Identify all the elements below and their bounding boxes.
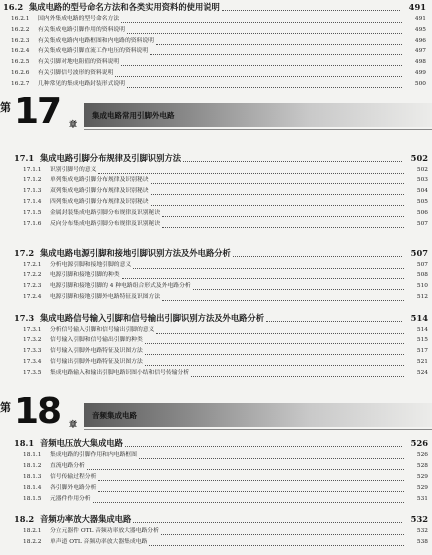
entry-number: 16.2.3 <box>11 37 30 44</box>
entry-page: 521 <box>416 359 428 366</box>
entry-page: 510 <box>416 283 428 290</box>
entry-title: 单声道 OTL 音频功率放大器集成电路 <box>50 538 148 545</box>
entry-number: 16.2 <box>3 2 24 12</box>
leader-dots <box>93 502 404 503</box>
leader-dots <box>145 354 404 355</box>
entry-page: 507 <box>416 221 428 227</box>
entry-number: 18.2.2 <box>23 538 42 545</box>
toc-subsection-entry[interactable] <box>23 261 428 270</box>
entry-page: 526 <box>416 451 428 458</box>
entry-page: 532 <box>410 514 428 524</box>
entry-number: 17.3.4 <box>23 359 42 366</box>
entry-number: 17.2.2 <box>23 272 42 279</box>
chapter-number: 18 <box>14 391 61 432</box>
entry-number: 18.1.2 <box>23 462 42 469</box>
chapter-number: 17 <box>14 91 61 132</box>
entry-title: 反向分布集成电路引脚分布规律及识别秘诀 <box>50 221 161 227</box>
leader-dots <box>162 300 404 301</box>
toc-subsection-entry[interactable] <box>23 527 428 536</box>
entry-number: 17.1 <box>14 153 35 163</box>
leader-dots <box>98 173 404 174</box>
entry-page: 524 <box>416 370 428 377</box>
entry-title: 集成电路的引脚作用和内电路框图 <box>50 451 137 458</box>
toc-subsection-entry[interactable] <box>23 538 428 547</box>
toc-section-entry[interactable] <box>3 2 426 13</box>
leader-dots <box>98 491 404 492</box>
toc-subsection-entry[interactable] <box>23 451 428 460</box>
entry-number: 18.1.5 <box>23 496 42 503</box>
toc-subsection-entry[interactable] <box>23 187 428 196</box>
entry-title: 双列集成电路引脚分布规律及识别秘诀 <box>50 188 149 195</box>
entry-title: 有关集成电路内电路框图和内电路的资料说明 <box>38 37 154 44</box>
toc-section-entry[interactable] <box>14 313 428 324</box>
toc-subsection-entry[interactable] <box>23 326 428 335</box>
entry-number: 18.2 <box>14 514 35 524</box>
entry-title: 直流电路分析 <box>50 462 85 469</box>
leader-dots <box>151 205 404 206</box>
toc-subsection-entry[interactable] <box>23 166 428 175</box>
leader-dots <box>151 183 404 184</box>
entry-title: 有关引脚信号波形的资料说明 <box>38 70 114 76</box>
entry-page: 497 <box>414 48 426 55</box>
entry-page: 508 <box>416 272 428 279</box>
entry-title: 四列集成电路引脚分布规律及识别秘诀 <box>50 199 149 206</box>
entry-page: 529 <box>416 473 428 480</box>
entry-page: 531 <box>416 496 428 503</box>
entry-page: 532 <box>416 527 428 534</box>
chapter-title: 集成电路常用引脚外电路 <box>92 111 175 120</box>
leader-dots <box>87 469 404 470</box>
entry-title: 信号输入引脚外电路特征及识图方法 <box>50 348 143 355</box>
entry-number: 17.3.3 <box>23 348 42 355</box>
entry-title: 集成电路的型号命名方法和各类实用资料的使用说明 <box>29 2 220 12</box>
leader-dots <box>122 278 404 279</box>
entry-number: 18.1.3 <box>23 473 42 480</box>
leader-dots <box>145 365 404 366</box>
leader-dots <box>222 10 400 11</box>
entry-title: 信号传输过程分析 <box>50 473 97 480</box>
entry-page: 514 <box>416 326 428 333</box>
entry-page: 496 <box>414 37 426 44</box>
entry-title: 集成电路电源引脚和接地引脚识别方法及外电路分析 <box>40 248 231 258</box>
leader-dots <box>115 76 402 77</box>
entry-page: 512 <box>416 294 428 301</box>
entry-page: 504 <box>416 188 428 195</box>
entry-title: 音频电压放大集成电路 <box>40 438 123 448</box>
toc-subsection-entry[interactable] <box>23 347 428 356</box>
entry-page: 529 <box>416 485 428 492</box>
toc-subsection-entry[interactable] <box>23 293 428 302</box>
toc-section-entry[interactable] <box>14 438 428 449</box>
entry-title: 分析信号输入引脚和信号输出引脚的意义 <box>50 326 155 333</box>
entry-page: 507 <box>410 248 428 258</box>
leader-dots <box>150 54 402 55</box>
chapter-header <box>0 391 432 433</box>
entry-number: 16.2.4 <box>11 48 30 55</box>
entry-page: 502 <box>416 166 428 173</box>
entry-number: 16.2.2 <box>11 26 30 33</box>
leader-dots <box>193 289 404 290</box>
entry-number: 17.2.3 <box>23 283 42 290</box>
entry-title: 有关引脚对地电阻值的资料说明 <box>38 59 120 66</box>
entry-number: 18.1 <box>14 438 35 448</box>
entry-page: 506 <box>416 210 428 217</box>
entry-number: 17.3.5 <box>23 370 42 377</box>
entry-page: 491 <box>414 16 426 22</box>
toc-subsection-entry[interactable] <box>23 484 428 493</box>
leader-dots <box>149 545 404 546</box>
leader-dots <box>145 343 404 344</box>
entry-title: 几种常见的集成电路封装形式说明 <box>38 80 125 87</box>
leader-dots <box>156 44 402 45</box>
entry-title: 电源引脚和接地引脚的种类 <box>50 272 120 279</box>
entry-page: 526 <box>410 438 428 448</box>
toc-subsection-entry[interactable] <box>11 26 426 35</box>
entry-page: 517 <box>416 348 428 355</box>
toc-subsection-entry[interactable] <box>23 473 428 482</box>
entry-page: 515 <box>416 337 428 344</box>
toc-subsection-entry[interactable] <box>23 176 428 185</box>
leader-dots <box>98 480 404 481</box>
entry-page: 502 <box>410 153 428 163</box>
entry-number: 16.2.5 <box>11 59 30 66</box>
entry-number: 17.1.3 <box>23 188 42 195</box>
entry-title: 有关集成电路引脚作用的资料说明 <box>38 26 125 33</box>
toc-subsection-entry[interactable] <box>23 209 428 218</box>
entry-title: 单列集成电路引脚分布规律及识别秘诀 <box>50 177 149 184</box>
entry-number: 17.2 <box>14 248 35 258</box>
entry-number: 17.3 <box>14 313 35 323</box>
toc-subsection-entry[interactable] <box>11 15 426 24</box>
toc-subsection-entry[interactable] <box>23 336 428 345</box>
entry-page: 538 <box>416 538 428 545</box>
entry-title: 金属封装集成电路引脚分布规律及识别秘诀 <box>50 210 161 217</box>
toc-subsection-entry[interactable] <box>11 58 426 67</box>
entry-page: 503 <box>416 177 428 184</box>
entry-number: 18.2.1 <box>23 527 42 534</box>
entry-page: 491 <box>408 2 426 12</box>
entry-title: 音频功率放大器集成电路 <box>40 514 132 524</box>
leader-dots <box>162 216 404 217</box>
toc-subsection-entry[interactable] <box>23 220 428 229</box>
toc-subsection-entry[interactable] <box>23 282 428 291</box>
entry-number: 18.1.1 <box>23 451 42 458</box>
entry-number: 18.1.4 <box>23 485 42 492</box>
entry-number: 17.2.4 <box>23 294 42 301</box>
entry-title: 分立元器件 OTL 音频功率放大器电路分析 <box>50 527 159 534</box>
entry-title: 信号输出引脚外电路特征及识图方法 <box>50 359 143 366</box>
leader-dots <box>156 333 404 334</box>
entry-title: 电源引脚和接地引脚的 4 种电路组合形式及外电路分析 <box>50 283 191 290</box>
entry-page: 514 <box>410 313 428 323</box>
entry-number: 17.1.6 <box>23 221 42 227</box>
leader-dots <box>125 446 402 447</box>
toc-section-entry[interactable] <box>14 248 428 259</box>
entry-number: 17.1.4 <box>23 199 42 206</box>
toc-section-entry[interactable] <box>14 514 428 525</box>
chapter-suffix: 章 <box>69 420 77 429</box>
chapter-title: 音频集成电路 <box>92 411 137 420</box>
toc-subsection-entry[interactable] <box>23 495 428 504</box>
toc-subsection-entry[interactable] <box>11 69 426 78</box>
leader-dots <box>151 194 404 195</box>
entry-title: 集成电路信号输入引脚和信号输出引脚识别方法及外电路分析 <box>40 313 265 323</box>
entry-title: 集成电路引脚分布规律及引脚识别方法 <box>40 153 182 163</box>
leader-dots <box>266 321 402 322</box>
chapter-header <box>0 91 432 133</box>
entry-page: 498 <box>414 59 426 66</box>
leader-dots <box>133 522 402 523</box>
toc-subsection-entry[interactable] <box>11 80 426 89</box>
chapter-rule <box>84 129 432 130</box>
entry-title: 电源引脚和接地引脚外电路特征及识图方法 <box>50 294 161 301</box>
toc-subsection-entry[interactable] <box>23 358 428 367</box>
entry-title: 识别引脚号的意义 <box>50 166 97 173</box>
chapter-prefix: 第 <box>0 401 11 414</box>
entry-title: 集成电路输入和输出引脚电路识图小结和信号传输分析 <box>50 370 190 377</box>
entry-title: 国内外集成电路的型号命名方法 <box>38 16 120 22</box>
leader-dots <box>183 161 402 162</box>
chapter-suffix: 章 <box>69 120 77 129</box>
leader-dots <box>121 22 402 23</box>
toc-subsection-entry[interactable] <box>23 198 428 207</box>
entry-number: 16.2.7 <box>11 80 30 87</box>
entry-number: 17.1.1 <box>23 166 42 173</box>
entry-title: 各引脚外电路分析 <box>50 485 97 492</box>
leader-dots <box>127 87 402 88</box>
entry-number: 17.1.5 <box>23 210 42 217</box>
entry-number: 17.1.2 <box>23 177 42 184</box>
toc-subsection-entry[interactable] <box>23 271 428 280</box>
leader-dots <box>233 256 402 257</box>
leader-dots <box>161 534 404 535</box>
chapter-rule <box>84 429 432 430</box>
entry-number: 17.2.1 <box>23 261 42 268</box>
entry-title: 分析电源引脚和接地引脚的意义 <box>50 261 132 268</box>
toc-section-entry[interactable] <box>14 153 428 164</box>
entry-page: 495 <box>414 26 426 33</box>
leader-dots <box>162 227 404 228</box>
leader-dots <box>139 458 404 459</box>
entry-number: 16.2.6 <box>11 70 30 76</box>
leader-dots <box>191 376 404 377</box>
entry-title: 信号输入引脚和信号输出引脚的种类 <box>50 337 143 344</box>
entry-page: 528 <box>416 462 428 469</box>
entry-page: 499 <box>414 70 426 76</box>
entry-page: 507 <box>416 261 428 268</box>
chapter-prefix: 第 <box>0 101 11 114</box>
entry-page: 500 <box>414 80 426 87</box>
entry-page: 505 <box>416 199 428 206</box>
entry-title: 有关集成电路引脚直流工作电压的资料说明 <box>38 48 149 55</box>
toc-subsection-entry[interactable] <box>11 37 426 46</box>
entry-title: 元器件作用分析 <box>50 496 91 503</box>
leader-dots <box>133 268 404 269</box>
toc-subsection-entry[interactable] <box>11 47 426 56</box>
leader-dots <box>127 33 402 34</box>
entry-number: 17.3.1 <box>23 326 42 333</box>
leader-dots <box>121 65 402 66</box>
entry-number: 17.3.2 <box>23 337 42 344</box>
entry-number: 16.2.1 <box>11 16 30 22</box>
toc-subsection-entry[interactable] <box>23 369 428 378</box>
toc-subsection-entry[interactable] <box>23 462 428 471</box>
